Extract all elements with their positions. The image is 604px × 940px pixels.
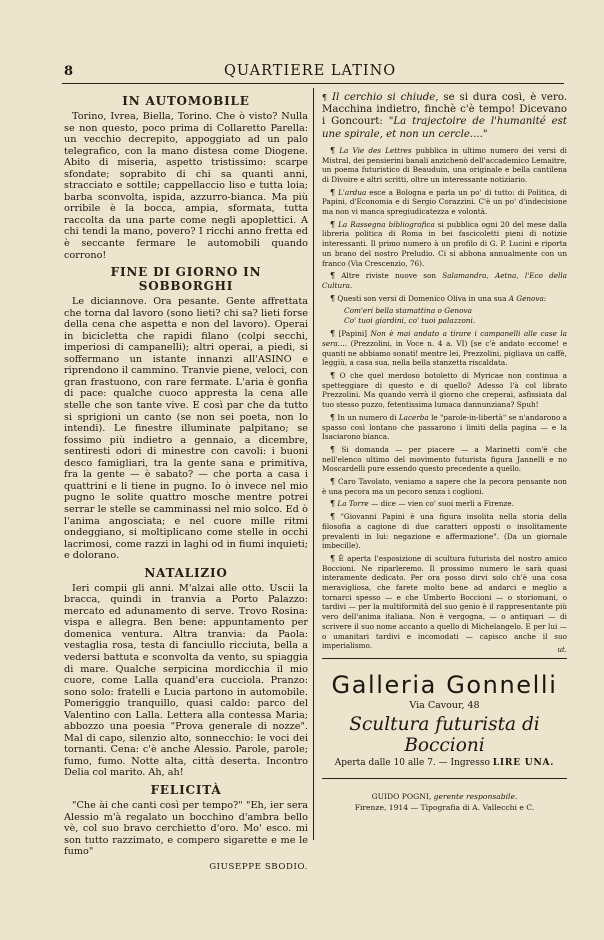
running-header: QUARTIERE LATINO (224, 63, 397, 79)
verse-line: Co' tuoi giardini, co' tuoi palazzoni. (344, 316, 476, 326)
pilcrow-icon: ¶ (330, 329, 336, 339)
colophon-printer: Firenze, 1914 — Tipografia di A. Vallecchi e C. (354, 802, 535, 812)
pilcrow-icon: ¶ (330, 145, 336, 155)
pilcrow-icon: ¶ (330, 187, 336, 197)
news-item: ¶ La Vie des Lettres pubblica in ultimo numero dei versi di Mistral, dei pensierini banali anzichenò dell'accademico Lemaitre, un poema futuristico di Beauduin, una originale e bella cantilena di Divoire e altri scritti, oltre un interessante notiziario. (322, 145, 567, 184)
pilcrow-icon: ¶ (322, 93, 328, 102)
news-item: ¶ Caro Tavolato, veniamo a sapere che la pecora pensante non è una pecora ma un pecoro senza i coglioni. (322, 477, 567, 496)
pilcrow-icon: ¶ (330, 477, 336, 487)
ad-address: Via Cavour, 48 (409, 699, 480, 711)
pilcrow-icon: ¶ (330, 293, 336, 303)
intro-lead: Il cerchio si chiude, (331, 92, 439, 103)
colophon-editor: GUIDO POGNI, gerente responsabile. (371, 791, 518, 801)
news-item: ¶ La Torre — dice — vien co' suoi merli a Firenze. (330, 499, 514, 509)
pilcrow-icon: ¶ (330, 553, 336, 563)
news-item: ¶ "Giovanni Papini è una figura insolita nella storia della filosofia a cagione di due caratteri opposti o insolitamente prevalenti in lui: negazione e affermazione". (Da un giornale imbecille). (322, 512, 567, 551)
section-title-in-automobile: IN AUTOMOBILE (122, 94, 250, 108)
section-title-felicita: FELICITÀ (150, 782, 222, 797)
gallery-advertisement (322, 665, 567, 774)
ad-title: Galleria Gonnelli (331, 670, 558, 699)
news-item: ¶ L'ardua esce a Bologna e parla un po' di tutto: di Politica, di Papini, d'Economia e di Sergio Corazzini. C'è un po' d'indecisione ma non vi manca spregiudicatezza e volontà. (322, 187, 567, 217)
pilcrow-icon: ¶ (330, 370, 336, 380)
pilcrow-icon: ¶ (330, 499, 336, 509)
news-item: ¶ Questi son versi di Domenico Oliva in una sua A Genova: (330, 293, 547, 303)
notes-signoff: ut. (557, 645, 567, 654)
intro-paragraph (322, 92, 567, 141)
news-item: ¶ Si domanda — per piacere — a Marinetti com'è che nell'elenco ultimo del movimento futurista figura Jannelli e no Moscardelli pure essendo questo precedente a quello. (322, 444, 567, 474)
section-rule (322, 658, 567, 659)
news-item: ¶ La Rassegna bibliografica si pubblica ogni 20 del mese dalla libreria politica di Roma in bei fascicoletti pieni di notizie interessanti. Il primo numero à un profilo di G. P. Lucini e riporta un brano del nostro Preludio. Ci si abbona annualmente con un franco (Via Crescenzio, 76). (322, 219, 567, 268)
ad-subtitle: Scultura futurista di Boccioni (349, 713, 540, 756)
section-body-fine-di-giorno: Le diciannove. Ora pesante. Gente affrettata che torna dal lavoro (sono lieti? chi sa? lieti forse della cena che aspetta e non del lavoro). Operai in bicicletta che rapidi filano (colpi secchi, imperiosi di campanelli); altri operai, a piedi, si soffermano un istante innanzi all'ASINO e riprendono il cammino. Tranvie piene, veloci, con gran frastuono, con rare fermate. L'aria è gonfia di pace: qualche cuoco appresta la cena alle stelle che son tante vive. E così par che da tutto si sprigioni un canto (se non sei poeta, non lo intendi). Le finestre illuminate palpitano; se fossimo più indietro a gennaio, a dicembre, sentiresti odori di minestre con cavoli: i buoni desco famigliari, tra la gente sana e primitiva, fra la gente — è sabato? — che porta a casa i quattrini e li tiene in pugno. Io ò invece nel mio pugno le solite quattro mosche mentre potrei serrar le stelle se camminassi nel mio solco. Ed ò l'anima angosciata; e nel cuore mille ritmi ondeggiano, si moltiplicano come stelle in occhi lacrimosi, come razzi in laghi od in fiumi inquieti; e dolorano. (64, 296, 308, 562)
verse-line: Com'eri bella stamattina o Genova (344, 306, 472, 316)
news-notes-2 (322, 329, 567, 654)
ad-hours: Aperta dalle 10 alle 7. — Ingresso LIRE UNA. (334, 757, 555, 768)
pilcrow-icon: ¶ (330, 512, 336, 522)
pilcrow-icon: ¶ (330, 412, 336, 422)
section-body-in-automobile: Torino, Ivrea, Biella, Torino. Che ò visto? Nulla se non questo, poco prima di Collaretto Parella: un vecchio decrepito, appoggiato ad un palo telegrafico, con la mano distesa come Diogene. Abito di miseria, aspetto tristissimo: scarpe sfondate; soprabito di chi sa quanti anni, stracciato e sottile; cappellaccio liso e tutta loia; barba sconvolta, ispida, azzurro-bianca. Ma più orribile è la bocca, ampia, sformata, tutta raccolta da una parte come negli apoplettici. A chi tendi la mano, povero? I ricchi anno fretta ed è seccante fermare le automobili quando corrono! (64, 111, 308, 261)
news-item: ¶ È aperta l'esposizione di scultura futurista del nostro amico Boccioni. Ne riparleremo. Il prossimo numero le sarà quasi interamente dedicato. Per ora posso dirvi solo ch'è una cosa meravigliosa, che farete molto bene ad andarci e meglio a tornarci spesso — e che Umberto Boccioni — o storiomani, o tardivi — per la multiformità del suo genio è il rappresentante più vero dell'anima italiana. Non è vergogna, — o antiquari — di scrivere il suo nome accanto a quello di Michelangelo. E per lui — o umanitari tardivi e incomodati — capisco anche il suo imperialismo. (322, 553, 567, 651)
section-title-natalizio: NATALIZIO (144, 565, 228, 580)
pilcrow-icon: ¶ (330, 444, 336, 454)
right-column (322, 92, 567, 813)
column-divider (313, 88, 314, 840)
section-body-natalizio: Ieri compii gli anni. M'alzai alle otto. Uscii la bracca, quindi in tranvia a Porto Palazzo: mercato ed adunamento di serve. Trovo Rosina: vispa e allegra. Ben bene: appuntamento per domenica ventura. Altra tranvia: da Paola: vestaglia rosa, testa di fanciullo ricciuta, bella a vedersi battuta e sconvolta da vento, su spiaggia di mare. Qualche serpicina mordicchia il mio cuore, come Lalla quand'era cucciola. Pranzo: sono solo: fratelli e Lucia partono in automobile. Pomeriggio tranquillo, quasi caldo: parco del Valentino con Lalla. Lettera alla contessa Maria; abbozzo una poesia "Prova generale di nozze". Mal di capo, silenzio alto, sonnecchio: le voci dei tornanti. Cena: c'è anche Alessio. Parole, parole; fumo, fumo. Notte alta, città deserta. Incontro Delia col marito. Ah, ah! (64, 582, 308, 779)
pilcrow-icon: ¶ (330, 271, 336, 281)
colophon (322, 785, 567, 813)
author-signature: GIUSEPPE SBODIO. (209, 861, 308, 872)
pilcrow-icon: ¶ (330, 219, 336, 229)
news-item: ¶ Altre riviste nuove son Salamandra, Aetna, l'Eco della Cultura. (322, 271, 567, 290)
section-body-felicita: "Che ài che canti così per tempo?" "Eh, ier sera Alessio m'à regalato un bocchino d'ambra bello vè, col suo bravo cerchietto d'oro. Mo' esco. mi son tutto razzimato, e compero sigarette e me le fumo" (64, 799, 308, 858)
news-notes (322, 146, 567, 304)
section-title-fine-di-giorno: FINE DI GIORNO IN SOBBORGHI (110, 265, 262, 294)
news-item: ¶ [Papini] Non è mai andato a tirare i campanelli alle case la sera.... (Prezzolini, in Voce n. 4 a. VI) [se c'è andato eccome! e quanti ne abbiamo sonati! mentre lei, Prezzolini, pigliava un caffè, leggiù, a casa sua, nella bella stanzetta riscaldata. (322, 329, 567, 368)
news-item: ¶ In un numero di Lacerba le "parole-in-libertà" se n'andarono a spasso così lontano che passarono i limiti della pagina — e la Isaciarono bianca. (322, 412, 567, 442)
left-column (64, 92, 308, 872)
header-rule (62, 83, 564, 84)
page-number: 8 (64, 64, 74, 79)
intro-mid: se si dura così, è vero. Macchina indietro, finchè c'è tempo! Dicevano i Goncourt: (322, 92, 567, 128)
intro-quote: "La trajectoire de l'humanité est une spirale, et non un cercle...." (322, 116, 567, 140)
news-item: ¶ O che quel merdoso botoletto di Myricae non continua a spetteggiare di questo e di quello? Adesso l'à col librato Prezzolini. Ma quando verrà il giorno che creperai, asfissiata dal tuo stesso puzzo, fetentissima lumaca dannunziana? Spuh! (322, 370, 567, 410)
verse-quote (344, 306, 567, 326)
section-rule (322, 778, 567, 779)
